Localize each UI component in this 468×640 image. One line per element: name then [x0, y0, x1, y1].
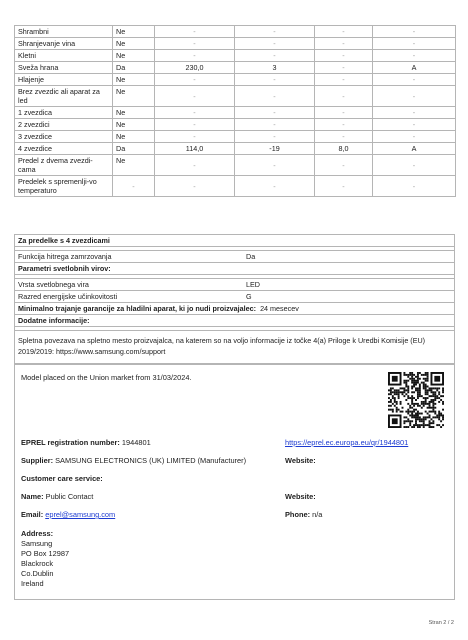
table-cell-exists: Ne [113, 107, 155, 119]
table-cell-freezing: 8,0 [315, 143, 373, 155]
table-cell-temp: - [235, 131, 315, 143]
table-row [15, 62, 456, 74]
table-cell-exists: Da [113, 62, 155, 74]
table-cell-cls: - [373, 155, 456, 176]
table-cell-cls: - [373, 86, 456, 107]
light-type-row: Vrsta svetlobnega vira LED [14, 279, 455, 291]
email-link[interactable]: eprel@samsung.com [45, 510, 116, 519]
table-cell-cls: A [373, 62, 456, 74]
table-cell-freezing: - [315, 107, 373, 119]
table-cell-vol: 230,0 [155, 62, 235, 74]
table-row [15, 107, 456, 119]
address-line: Ireland [21, 579, 44, 588]
table-row [15, 176, 456, 197]
table-cell-freezing: - [315, 26, 373, 38]
table-cell-vol: - [155, 86, 235, 107]
fast-freeze-row: Funkcija hitrega zamrzovanja Da [14, 251, 455, 263]
address-line: PO Box 12987 [21, 549, 70, 558]
table-cell-vol: - [155, 119, 235, 131]
table-cell-name: Shrambni [15, 26, 113, 38]
table-cell-name: Predel z dvema zvezdi-cama [15, 155, 113, 176]
table-cell-exists: Ne [113, 50, 155, 62]
qr-code-icon[interactable] [388, 372, 444, 428]
table-cell-name: 2 zvezdici [15, 119, 113, 131]
table-cell-exists: Ne [113, 38, 155, 50]
address-line: Blackrock [21, 559, 54, 568]
table-cell-name: Predelek s spremenlji-vo temperaturo [15, 176, 113, 197]
table-cell-vol: - [155, 50, 235, 62]
contact-name: Name: Public Contact [21, 492, 94, 501]
address: Address: Samsung PO Box 12987 Blackrock Co.Dublin Ireland [21, 529, 70, 588]
table-cell-vol: - [155, 176, 235, 197]
table-cell-temp: -19 [235, 143, 315, 155]
table-cell-cls: - [373, 107, 456, 119]
four-star-section [14, 234, 455, 364]
table-cell-freezing: - [315, 155, 373, 176]
table-cell-temp: - [235, 107, 315, 119]
table-cell-cls: - [373, 176, 456, 197]
table-cell-freezing: - [315, 86, 373, 107]
eprel-box [14, 364, 455, 600]
address-line: Samsung [21, 539, 53, 548]
table-cell-freezing: - [315, 176, 373, 197]
table-cell-cls: - [373, 131, 456, 143]
placed-on-market: Model placed on the Union market from 31/03/2024. [21, 373, 192, 382]
table-cell-cls: A [373, 143, 456, 155]
table-cell-vol: - [155, 107, 235, 119]
table-cell-vol: - [155, 155, 235, 176]
eprel-link[interactable]: https://eprel.ec.europa.eu/qr/1944801 [285, 438, 409, 447]
table-cell-cls: - [373, 26, 456, 38]
table-cell-freezing: - [315, 62, 373, 74]
contact-website-label: Website: [285, 492, 316, 501]
table-row [15, 38, 456, 50]
compartment-table [14, 25, 456, 197]
table-cell-vol: - [155, 74, 235, 86]
customer-care-label: Customer care service: [21, 474, 103, 483]
supplier-website-label: Website: [285, 456, 316, 465]
table-cell-name: 3 zvezdice [15, 131, 113, 143]
table-cell-name: 1 zvezdica [15, 107, 113, 119]
table-cell-temp: 3 [235, 62, 315, 74]
table-cell-cls: - [373, 119, 456, 131]
additional-text: Spletna povezava na spletno mesto proizvajalca, na katerem so na voljo informacije iz točke 4(a) Priloge k Uredbi Komisije (EU) 2019/2019: https://www.samsung.com/support [14, 331, 455, 364]
light-header: Parametri svetlobnih virov: [14, 263, 455, 275]
address-line: Co.Dublin [21, 569, 54, 578]
table-cell-temp: - [235, 176, 315, 197]
table-cell-name: Shranjevanje vina [15, 38, 113, 50]
table-cell-vol: - [155, 131, 235, 143]
table-cell-name: Hlajenje [15, 74, 113, 86]
table-row [15, 143, 456, 155]
table-row [15, 86, 456, 107]
table-row [15, 119, 456, 131]
table-cell-temp: - [235, 119, 315, 131]
table-cell-vol: - [155, 38, 235, 50]
table-cell-temp: - [235, 26, 315, 38]
contact-phone: Phone: n/a [285, 510, 323, 519]
table-cell-exists: - [113, 176, 155, 197]
additional-header: Dodatne informacije: [14, 315, 455, 327]
table-cell-freezing: - [315, 38, 373, 50]
table-cell-freezing: - [315, 74, 373, 86]
guarantee-row: Minimalno trajanje garancije za hladilni aparat, ki jo nudi proizvajalec: 24 mesecev [14, 303, 455, 315]
contact-email: Email: eprel@samsung.com [21, 510, 116, 519]
table-cell-temp: - [235, 38, 315, 50]
table-cell-vol: 114,0 [155, 143, 235, 155]
table-cell-cls: - [373, 38, 456, 50]
table-cell-cls: - [373, 50, 456, 62]
table-cell-name: Sveža hrana [15, 62, 113, 74]
table-row [15, 155, 456, 176]
table-cell-exists: Da [113, 143, 155, 155]
supplier: Supplier: SAMSUNG ELECTRONICS (UK) LIMITED (Manufacturer) [21, 456, 247, 465]
table-cell-exists: Ne [113, 86, 155, 107]
table-cell-exists: Ne [113, 74, 155, 86]
table-cell-exists: Ne [113, 131, 155, 143]
four-star-header: Za predelke s 4 zvezdicami [14, 234, 455, 247]
table-row [15, 74, 456, 86]
table-cell-temp: - [235, 86, 315, 107]
table-row [15, 131, 456, 143]
eprel-registration: EPREL registration number: 1944801 [21, 438, 151, 447]
light-class-row: Razred energijske učinkovitosti G [14, 291, 455, 303]
table-row [15, 50, 456, 62]
table-cell-name: Brez zvezdic ali aparat za led [15, 86, 113, 107]
table-cell-cls: - [373, 74, 456, 86]
table-cell-exists: Ne [113, 155, 155, 176]
table-cell-name: Kletni [15, 50, 113, 62]
table-cell-vol: - [155, 26, 235, 38]
table-cell-exists: Ne [113, 26, 155, 38]
table-cell-temp: - [235, 74, 315, 86]
table-cell-freezing: - [315, 119, 373, 131]
page-number: Stran 2 / 2 [428, 620, 454, 626]
table-cell-temp: - [235, 155, 315, 176]
table-row [15, 26, 456, 38]
table-cell-name: 4 zvezdice [15, 143, 113, 155]
table-cell-exists: Ne [113, 119, 155, 131]
table-cell-freezing: - [315, 131, 373, 143]
table-cell-freezing: - [315, 50, 373, 62]
table-cell-temp: - [235, 50, 315, 62]
